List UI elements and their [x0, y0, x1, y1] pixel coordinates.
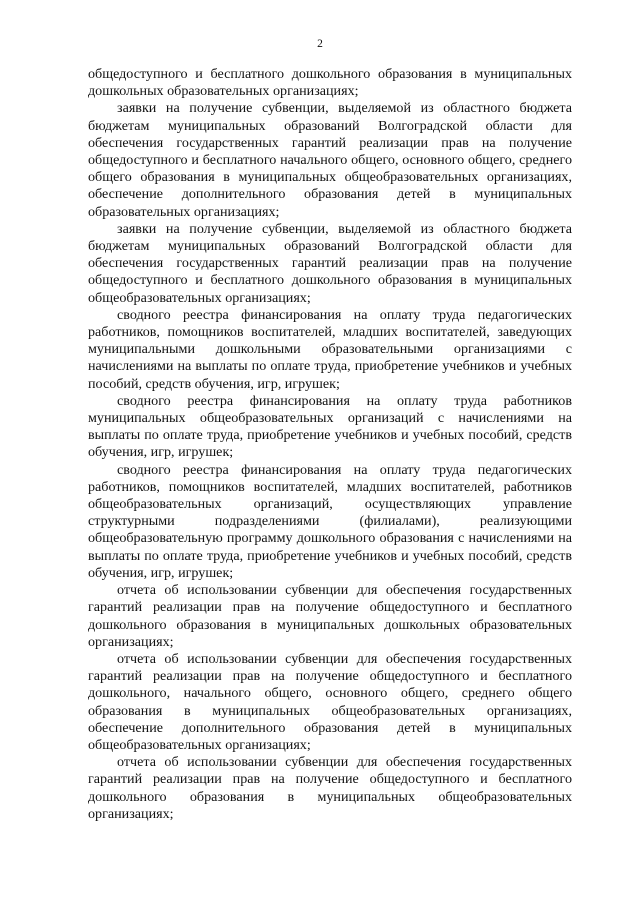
document-body: [88, 66, 572, 823]
page-number: 2: [317, 38, 323, 50]
paragraph-report-school-preschool: отчета об использовании субвенции для обеспечения государственных гарантий реализации прав на получение общедоступного и бесплатного дошкольного образования в муниципальных общеобразовательных организациях;: [88, 754, 572, 822]
paragraph-report-preschool: отчета об использовании субвенции для обеспечения государственных гарантий реализации прав на получение общедоступного и бесплатного дошкольного образования в муниципальных дошкольных образовательных организациях;: [88, 582, 572, 650]
paragraph-application-general-education: заявки на получение субвенции, выделяемой из областного бюджета бюджетам муниципальных образований Волгоградской области для обеспечения государственных гарантий реализации прав на получение общедоступного и бесплатного начального общего, основного общего, среднего общего образования в муниципальных общеобразовательных организациях, обеспечение дополнительного образования детей в муниципальных образовательных организациях;: [88, 100, 572, 220]
paragraph-continuation: общедоступного и бесплатного дошкольного образования в муниципальных дошкольных образовательных организациях;: [88, 66, 572, 100]
paragraph-report-general-education: отчета об использовании субвенции для обеспечения государственных гарантий реализации прав на получение общедоступного и бесплатного дошкольного, начального общего, основного общего, среднего общего образования в муниципальных общеобразовательных организациях, обеспечение дополнительного образования детей в муниципальных общеобразовательных организациях;: [88, 650, 572, 753]
paragraph-registry-branch-staff: сводного реестра финансирования на оплату труда педагогических работников, помощников воспитателей, младших воспитателей, работников общеобразовательных организаций, осуществляющих управление структурными подразделениями (филиалами), реализующими общеобразовательную программу дошкольного образования с начислениями на выплаты по оплате труда, приобретение учебников и учебных пособий, средств обучения, игр, игрушек;: [88, 461, 572, 581]
paragraph-registry-school-staff: сводного реестра финансирования на оплату труда работников муниципальных общеобразовательных организаций с начислениями на выплаты по оплате труда, приобретение учебников и учебных пособий, средств обучения, игр, игрушек;: [88, 392, 572, 461]
paragraph-application-preschool: заявки на получение субвенции, выделяемой из областного бюджета бюджетам муниципальных образований Волгоградской области для обеспечения государственных гарантий реализации прав на получение общедоступного и бесплатного дошкольного образования в муниципальных общеобразовательных организациях;: [88, 220, 572, 306]
paragraph-registry-preschool-staff: сводного реестра финансирования на оплату труда педагогических работников, помощников воспитателей, младших воспитателей, заведующих муниципальными дошкольными образовательными организациями с начислениями на выплаты по оплате труда, приобретение учебников и учебных пособий, средств обучения, игр, игрушек;: [88, 306, 572, 392]
